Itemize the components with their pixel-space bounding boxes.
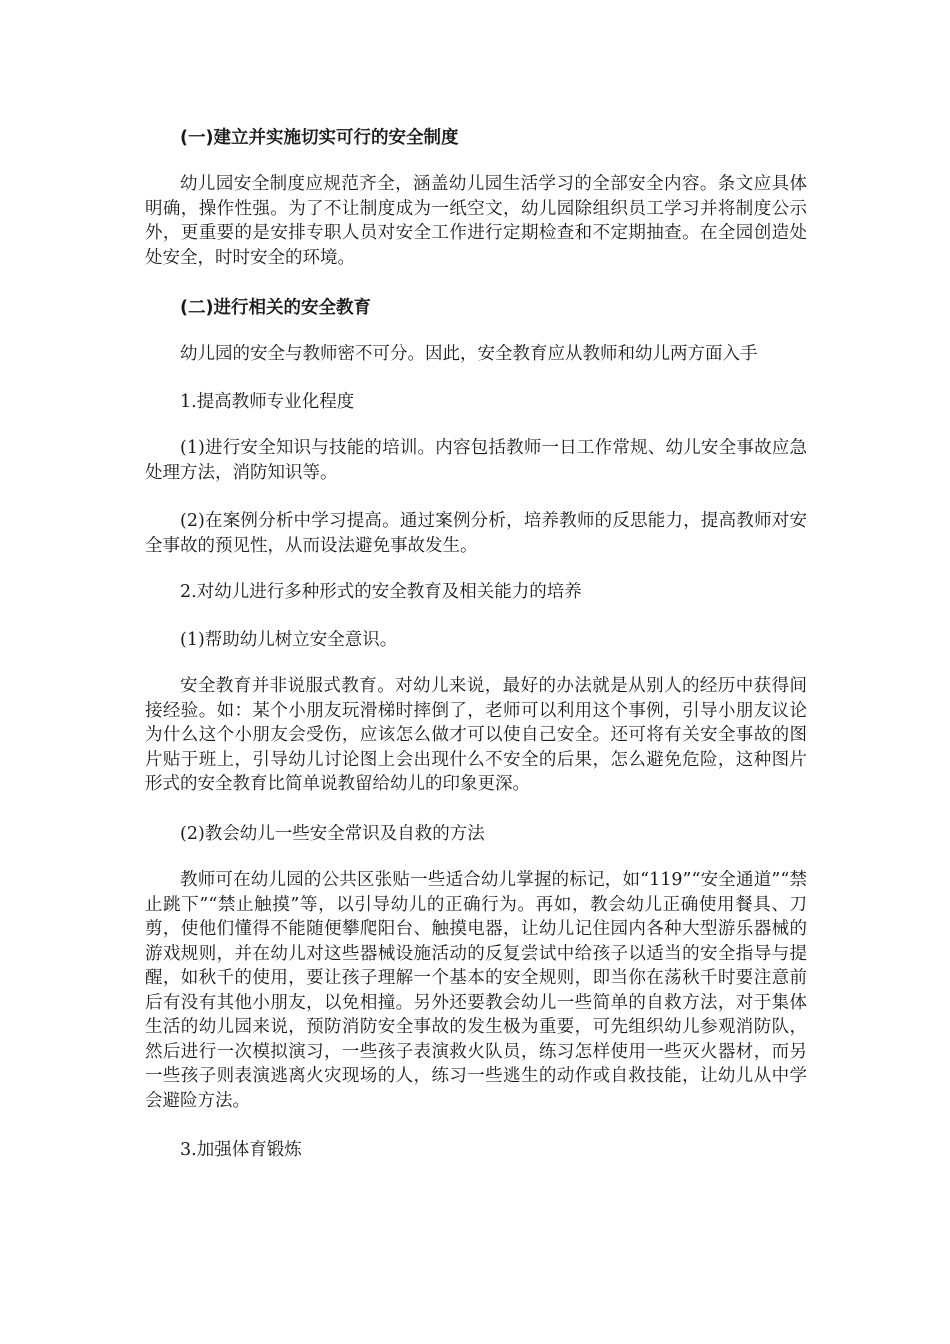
section-heading-1: (一)建立并实施切实可行的安全制度 <box>180 128 459 148</box>
subsection-2-title: 2.对幼儿进行多种形式的安全教育及相关能力的培养 <box>180 582 582 602</box>
subsection-3-title: 3.加强体育锻炼 <box>180 1140 302 1160</box>
subsection-1-item-2: (2)在案例分析中学习提高。通过案例分析，培养教师的反思能力，提高教师对安全事故的预见性，从而设法避免事故发生。 <box>145 511 807 556</box>
subsection-2-item-1: (1)帮助幼儿树立安全意识。 <box>180 630 398 650</box>
section-2-intro: 幼儿园的安全与教师密不可分。因此，安全教育应从教师和幼儿两方面入手 <box>180 344 758 364</box>
subsection-1-item-1: (1)进行安全知识与技能的培训。内容包括教师一日工作常规、幼儿安全事故应急处理方法，消防知识等。 <box>145 438 807 483</box>
subsection-2-item-2-body: 教师可在幼儿园的公共区张贴一些适合幼儿掌握的标记，如“119”“安全通道”“禁止跳下”“禁止触摸”等，以引导幼儿的正确行为。再如，教会幼儿正确使用餐具、刀剪，使他们懂得不能随便攀爬阳台、触摸电器，让幼儿记住园内各种大型游乐器械的游戏规则，并在幼儿对这些器械设施活动的反复尝试中给孩子以适当的安全指导与提醒，如秋千的使用，要让孩子理解一个基本的安全规则，即当你在荡秋千时要注意前后有没有其他小朋友，以免相撞。另外还要教会幼儿一些简单的自救方法，对于集体生活的幼儿园来说，预防消防安全事故的发生极为重要，可先组织幼儿参观消防队，然后进行一次模拟演习，一些孩子表演救火队员，练习怎样使用一些灭火器材，而另一些孩子则表演逃离火灾现场的人，练习一些逃生的动作或自救技能，让幼儿从中学会避险方法。 <box>145 870 807 1111</box>
section-heading-2: (二)进行相关的安全教育 <box>180 298 371 318</box>
subsection-1-title: 1.提高教师专业化程度 <box>180 392 355 412</box>
subsection-2-item-1-body: 安全教育并非说服式教育。对幼儿来说，最好的办法就是从别人的经历中获得间接经验。如：某个小朋友玩滑梯时摔倒了，老师可以利用这个事例，引导小朋友议论为什么这个小朋友会受伤，应该怎么做才可以使自己安全。还可将有关安全事故的图片贴于班上，引导幼儿讨论图上会出现什么不安全的后果，怎么避免危险，这种图片形式的安全教育比简单说教留给幼儿的印象更深。 <box>145 676 807 794</box>
section-1-paragraph: 幼儿园安全制度应规范齐全，涵盖幼儿园生活学习的全部安全内容。条文应具体明确，操作性强。为了不让制度成为一纸空文，幼儿园除组织员工学习并将制度公示外，更重要的是安排专职人员对安全工作进行定期检查和不定期抽查。在全园创造处处安全，时时安全的环境。 <box>145 174 807 268</box>
subsection-2-item-2: (2)教会幼儿一些安全常识及自救的方法 <box>180 824 485 844</box>
